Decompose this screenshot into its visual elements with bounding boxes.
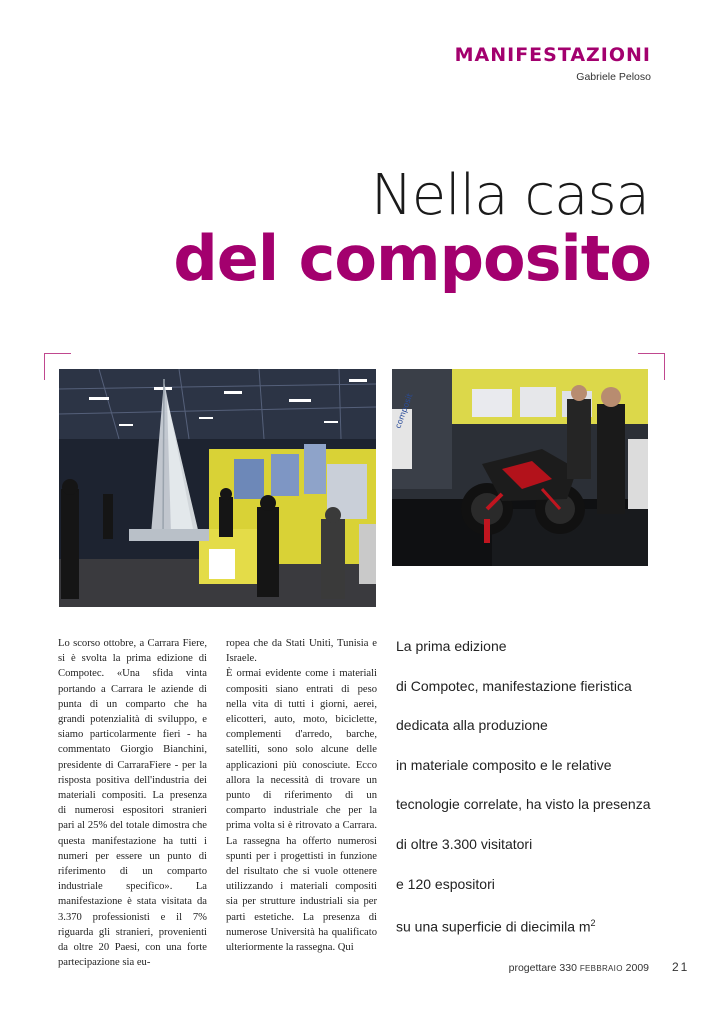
author-name: Gabriele Peloso	[576, 71, 651, 83]
svg-text:composit: composit	[393, 392, 415, 430]
section-heading: MANIFESTAZIONI	[454, 44, 651, 66]
exhibition-hall-photo	[59, 369, 376, 607]
highlight-box	[396, 636, 666, 953]
page-number: 21	[672, 960, 690, 974]
paragraph: È ormai evidente come i materiali compositi siano entrati di peso nella vita di tutti i giorni, aerei, elicotteri, auto, moto, biciclette, complementi d'arredo, barche, satelliti, sono solo alcune delle applicazioni più conosciute. Ecco allora la necessità di trovare un punto di riferimento di un comparto industriale che per la prima volta si è ritrovato a Carrara. La rassegna ha offerto numerosi spunti per i progettisti in funzione del risultato che si vuole ottenere utilizzando i materiali compositi sia per strutture industriali sia per parti estetiche. La presenza di numerose Università ha qualificato ulteriormente la rassegna. Qui	[226, 668, 377, 954]
superscript-unit: 2	[590, 918, 596, 929]
body-column-2	[226, 636, 377, 955]
highlight-line: dedicata alla produzione	[396, 717, 548, 734]
issue-month: FEBBRAIO	[579, 964, 623, 973]
title-line-1: Nella casa	[370, 163, 649, 228]
highlight-line: di Compotec, manifestazione fieristica	[396, 677, 632, 694]
highlight-line-text: su una superficie di diecimila m	[396, 918, 591, 935]
highlight-line: e 120 espositori	[396, 875, 495, 892]
highlight-line-last	[396, 913, 666, 953]
title-line-2: del composito	[173, 222, 651, 295]
footer	[509, 962, 649, 974]
motorcycle-stand-photo	[392, 369, 648, 566]
body-column-1: Lo scorso ottobre, a Carrara Fiere, si è svolta la prima edizione di Compotec. «Una sfida vinta portando a Carrara le aziende di punta di un comparto che ha grandi potenzialità di sviluppo, e siamo particolarmente fieri - ha commentato Giorgio Bianchini, presidente di CarraraFiere - per la risposta positiva dell'industria dei materiali compositi. La presenza di numerosi espositori stranieri pari al 25% del totale dimostra che questa manifestazione ha tutti i numeri per essere un punto di riferimento di un comparto industriale specifico». La manifestazione è stata visitata da 3.370 professionisti e il 7% riguarda gli stranieri, provenienti da oltre 20 Paesi, con una forte partecipazione sia eu-	[58, 638, 207, 969]
highlight-line: in materiale composito e le relative	[396, 756, 612, 773]
paragraph: ropea che da Stati Uniti, Tunisia e Israele.	[226, 638, 377, 665]
highlight-line: di oltre 3.300 visitatori	[396, 835, 533, 852]
magazine-name: progettare 330	[508, 962, 577, 974]
highlight-line: La prima edizione	[396, 638, 507, 654]
issue-year: 2009	[625, 962, 649, 974]
highlight-line: tecnologie correlate, ha visto la presenza	[396, 796, 651, 813]
